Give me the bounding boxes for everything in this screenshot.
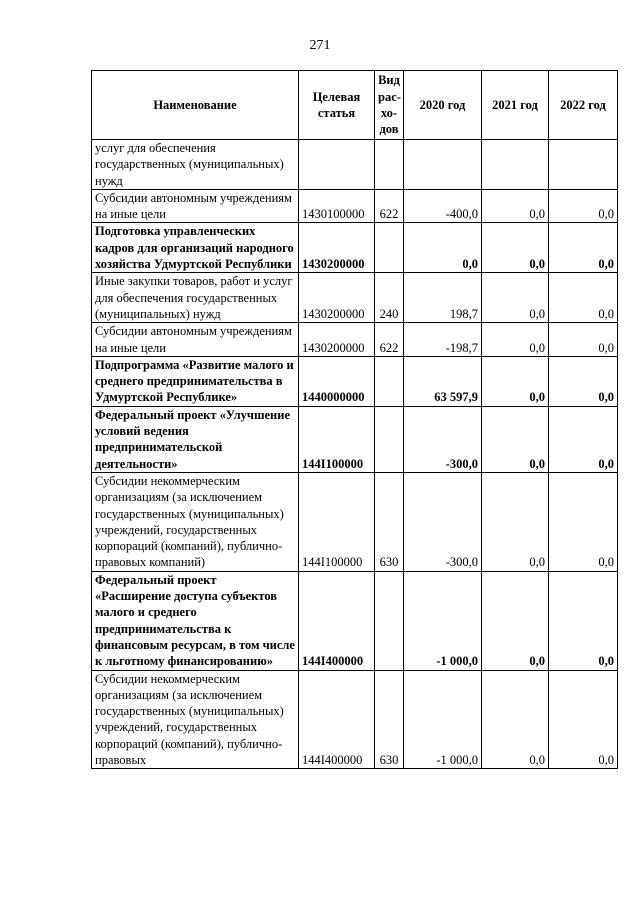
budget-table xyxy=(91,70,618,769)
header-2021: 2021 год xyxy=(482,71,549,140)
row-2020: -300,0 xyxy=(404,472,482,571)
table-row xyxy=(92,223,618,273)
row-2020: 0,0 xyxy=(404,223,482,273)
row-2022: 0,0 xyxy=(549,670,618,769)
row-2020: 198,7 xyxy=(404,273,482,323)
header-code: Целевая статья xyxy=(299,71,375,140)
table-row xyxy=(92,356,618,406)
row-code: 1430100000 xyxy=(299,189,375,223)
table-row xyxy=(92,406,618,472)
row-2020: -300,0 xyxy=(404,406,482,472)
row-code xyxy=(299,140,375,190)
page-number: 271 xyxy=(309,38,331,53)
header-row xyxy=(92,71,618,140)
row-code: 1430200000 xyxy=(299,273,375,323)
table-row xyxy=(92,472,618,571)
row-vid xyxy=(375,223,404,273)
row-code: 144I400000 xyxy=(299,670,375,769)
row-name: Федеральный проект «Расширение доступа субъектов малого и среднего предпринимательства к финансовым ресурсам, в том числе к льготному финансированию» xyxy=(92,571,299,670)
row-vid xyxy=(375,406,404,472)
row-2021: 0,0 xyxy=(482,223,549,273)
row-2022: 0,0 xyxy=(549,189,618,223)
row-name: Подпрограмма «Развитие малого и среднего предпринимательства в Удмуртской Республике» xyxy=(92,356,299,406)
row-2020: 63 597,9 xyxy=(404,356,482,406)
row-name: Субсидии автономным учреждениям на иные цели xyxy=(92,189,299,223)
row-2022: 0,0 xyxy=(549,273,618,323)
row-code: 144I100000 xyxy=(299,472,375,571)
row-2021: 0,0 xyxy=(482,406,549,472)
row-name: услуг для обеспечения государственных (муниципальных) нужд xyxy=(92,140,299,190)
row-name: Субсидии некоммерческим организациям (за исключением государственных (муниципальных) учреждений, государственных корпораций (компаний), публично-правовых xyxy=(92,670,299,769)
row-2022: 0,0 xyxy=(549,571,618,670)
row-2020: -400,0 xyxy=(404,189,482,223)
row-2021: 0,0 xyxy=(482,323,549,357)
row-code: 144I400000 xyxy=(299,571,375,670)
row-2022: 0,0 xyxy=(549,472,618,571)
row-code: 1440000000 xyxy=(299,356,375,406)
row-vid xyxy=(375,356,404,406)
row-vid: 622 xyxy=(375,323,404,357)
row-2021: 0,0 xyxy=(482,273,549,323)
row-name: Подготовка управленческих кадров для организаций народного хозяйства Удмуртской Республики xyxy=(92,223,299,273)
row-2022: 0,0 xyxy=(549,223,618,273)
row-2021: 0,0 xyxy=(482,356,549,406)
table-row xyxy=(92,670,618,769)
row-2020 xyxy=(404,140,482,190)
row-vid: 240 xyxy=(375,273,404,323)
header-vid: Вид рас-хо-дов xyxy=(375,71,404,140)
table-row xyxy=(92,273,618,323)
row-name: Субсидии некоммерческим организациям (за исключением государственных (муниципальных) учреждений, государственных корпораций (компаний), публично-правовых компаний) xyxy=(92,472,299,571)
table-row xyxy=(92,189,618,223)
row-2021 xyxy=(482,140,549,190)
table-row xyxy=(92,571,618,670)
row-2020: -198,7 xyxy=(404,323,482,357)
row-vid: 630 xyxy=(375,670,404,769)
row-name: Иные закупки товаров, работ и услуг для обеспечения государственных (муниципальных) нужд xyxy=(92,273,299,323)
row-code: 1430200000 xyxy=(299,223,375,273)
row-2022 xyxy=(549,140,618,190)
row-2021: 0,0 xyxy=(482,189,549,223)
row-vid: 622 xyxy=(375,189,404,223)
row-vid: 630 xyxy=(375,472,404,571)
row-2022: 0,0 xyxy=(549,323,618,357)
row-vid xyxy=(375,140,404,190)
row-2021: 0,0 xyxy=(482,472,549,571)
header-2020: 2020 год xyxy=(404,71,482,140)
row-vid xyxy=(375,571,404,670)
table-row xyxy=(92,140,618,190)
row-name: Федеральный проект «Улучшение условий ведения предпринимательской деятельности» xyxy=(92,406,299,472)
header-2022: 2022 год xyxy=(549,71,618,140)
row-2020: -1 000,0 xyxy=(404,571,482,670)
row-2021: 0,0 xyxy=(482,670,549,769)
table-row xyxy=(92,323,618,357)
header-name: Наименование xyxy=(92,71,299,140)
row-2022: 0,0 xyxy=(549,356,618,406)
row-name: Субсидии автономным учреждениям на иные цели xyxy=(92,323,299,357)
row-2022: 0,0 xyxy=(549,406,618,472)
row-code: 1430200000 xyxy=(299,323,375,357)
row-code: 144I100000 xyxy=(299,406,375,472)
row-2021: 0,0 xyxy=(482,571,549,670)
row-2020: -1 000,0 xyxy=(404,670,482,769)
